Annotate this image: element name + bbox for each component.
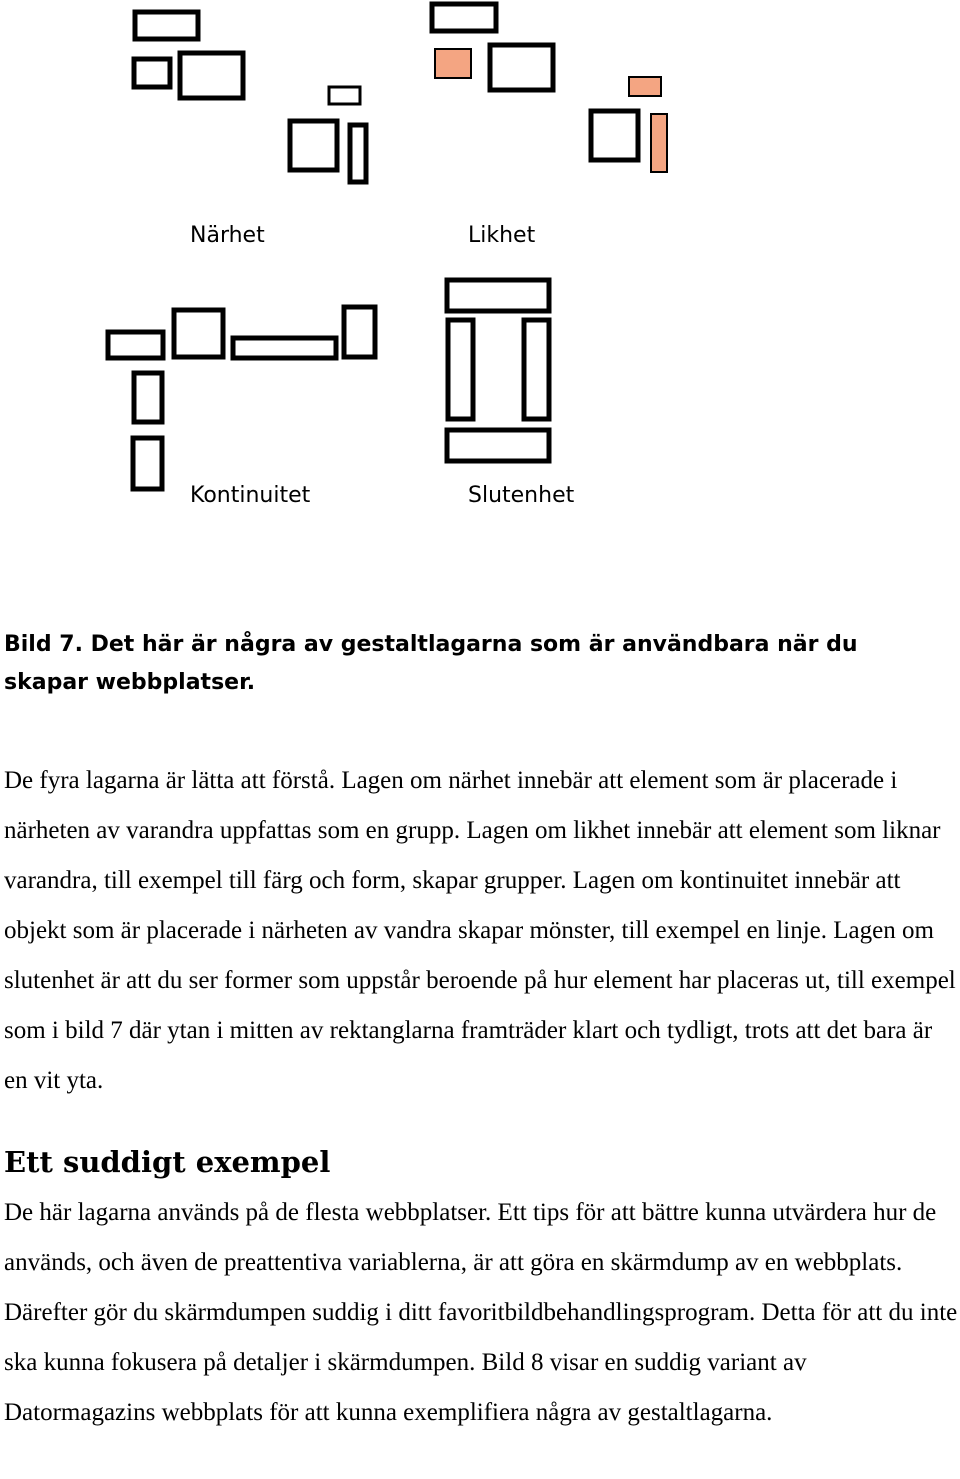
similarity-rect [432,4,496,31]
continuity-rect [134,373,162,422]
proximity-rect [290,121,337,170]
similarity-rect-accent [435,49,471,78]
gestalt-diagram [0,0,960,560]
gestalt-laws-figure [0,0,960,560]
label-kontinuitet: Kontinuitet [190,483,311,508]
closure-group [447,280,549,461]
body-paragraph-2: De här lagarna används på de flesta webbplatser. Ett tips för att bättre kunna utvärdera hur de används, och även de preattentiva variablerna, är att göra en skärmdump av en webbplats. Därefter gör du skärmdumpen suddig i ditt favoritbildbehandlingsprogram. Detta för att du inte ska kunna fokusera på detaljer i skärmdumpen. Bild 8 visar en suddig variant av Datormagazins webbplats för att kunna exemplifiera några av gestaltlagarna. [4,1199,958,1426]
similarity-group [432,4,667,172]
proximity-group [134,12,366,182]
similarity-rect-accent [629,77,661,96]
continuity-rect [133,438,162,489]
similarity-rect [490,45,553,90]
continuity-rect [344,307,375,357]
closure-rect [448,320,473,419]
continuity-group [108,307,375,489]
label-narhet: Närhet [190,223,265,248]
proximity-rect [350,125,366,182]
continuity-rect [108,332,163,358]
proximity-rect [180,53,243,98]
figure-caption: Bild 7. Det här är några av gestaltlagarna som är användbara när du skapar webbplatser. [4,632,858,695]
continuity-rect [174,310,223,357]
closure-rect [447,280,549,311]
proximity-rect [134,59,170,87]
section-heading: Ett suddigt exempel [4,1145,331,1179]
proximity-rect [329,87,360,104]
label-slutenhet: Slutenhet [468,483,575,508]
label-likhet: Likhet [468,223,536,248]
similarity-rect [591,111,638,160]
continuity-rect [233,338,336,358]
closure-rect [524,320,549,419]
body-paragraph-1: De fyra lagarna är lätta att förstå. Lagen om närhet innebär att element som är placerade i närheten av varandra uppfattas som en grupp. Lagen om likhet innebär att element som liknar varandra, till exempel till färg och form, skapar grupper. Lagen om kontinuitet innebär att objekt som är placerade i närheten av vandra skapar mönster, till exempel en linje. Lagen om slutenhet är att du ser former som uppstår beroende på hur element har placeras ut, till exempel som i bild 7 där ytan i mitten av rektanglarna framträder klart och tydligt, trots att det bara är en vit yta. [4,767,956,1094]
similarity-rect-accent [651,114,667,172]
proximity-rect [135,12,198,39]
closure-rect [447,430,549,461]
